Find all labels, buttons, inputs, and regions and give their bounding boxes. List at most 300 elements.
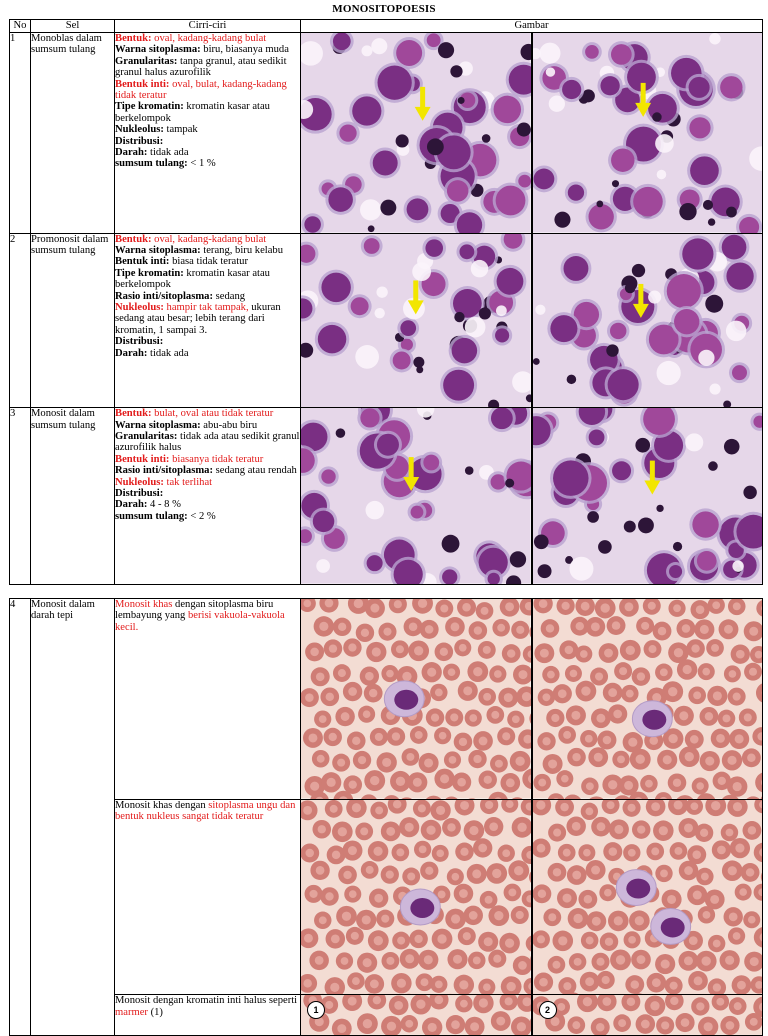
marrow-micrograph [533,234,763,408]
rbc-pallor [483,693,491,701]
monocyte-nucleus [394,690,418,710]
lymphocyte-nucleus [638,518,654,534]
rbc-pallor [582,997,591,1006]
rbc-pallor [348,997,357,1006]
fat-vacuole [362,45,373,56]
rbc-pallor [460,847,468,855]
cell-nucleus [351,297,369,315]
arrow-shaft [413,280,418,302]
rbc-pallor [602,997,611,1006]
rbc-pallor [370,604,379,613]
rbc-pallor [754,651,762,659]
rbc-pallor [618,1019,626,1027]
rbc-pallor [489,822,498,831]
rbc-pallor [426,825,435,834]
rbc-pallor [732,693,740,701]
rbc-pallor [450,713,458,721]
blood-smear-micrograph [301,995,533,1035]
rbc-pallor [725,1021,734,1030]
rbc-pallor [562,848,570,856]
cell-nucleus [425,239,443,257]
rbc-pallor [579,650,587,658]
rbc-pallor [372,647,381,656]
cell-nucleus [674,309,699,334]
rbc-pallor [469,714,477,722]
rbc-pallor [483,983,491,991]
lymphocyte-nucleus [517,123,531,137]
cell-nucleus [588,204,613,229]
rbc-pallor [737,980,746,989]
cell-nucleus [497,267,524,294]
rbc-pallor [608,688,617,697]
cell-characteristics: Bentuk: bulat, oval atau tidak teratur Warna sitoplasma: abu-abu biru Granularitas: tidak ada atau sedikit granul azurofilik halus Bentuk inti: biasanya tidak teratur Rasio inti/sitoplasma: sedang atau rendah Nukleolus: tak terlihat Distribusi: Darah: 4 - 8 % sumsum tulang: < 2 % [115,408,301,585]
rbc-pallor [375,806,383,814]
rbc-pallor [394,600,402,608]
rbc-pallor [682,665,691,674]
cell-nucleus [407,198,429,220]
lymphocyte-nucleus [454,311,464,321]
blood-smear-micrograph [533,599,763,799]
rbc-pallor [374,936,383,945]
rbc-pallor [337,759,345,767]
rbc-pallor [319,715,327,723]
rbc-pallor [341,712,350,721]
lymphocyte-nucleus [479,307,491,319]
rbc-pallor [651,802,660,811]
rbc-pallor [502,849,510,857]
rbc-pallor [613,710,622,719]
rbc-pallor [596,822,605,831]
rbc-pallor [583,848,591,856]
rbc-pallor [506,778,515,787]
fat-vacuole [569,557,593,581]
rbc-pallor [659,668,667,676]
rbc-pallor [451,914,460,923]
rbc-pallor [338,669,346,677]
rbc-pallor [563,982,571,990]
lymphocyte-nucleus [450,65,462,77]
rbc-pallor [727,866,736,875]
rbc-pallor [536,935,544,943]
rbc-pallor [691,644,699,652]
lymphocyte-nucleus [533,535,548,550]
rbc-pallor [672,779,680,787]
rbc-pallor [683,823,692,832]
cell-nucleus [611,148,634,171]
image-number-badge: 1 [307,1001,325,1019]
cell-nucleus [688,77,709,98]
row-number: 1 [10,33,31,234]
rbc-pallor [352,803,361,812]
rbc-pallor [673,604,681,612]
rbc-pallor [667,895,676,904]
rbc-pallor [361,629,369,637]
rbc-pallor [316,866,325,875]
rbc-pallor [584,735,592,743]
rbc-pallor [704,712,712,720]
lymphocyte-nucleus [656,505,663,512]
lymphocyte-nucleus [707,218,714,225]
rbc-pallor [505,938,514,947]
rbc-pallor [366,865,374,873]
image-cell [301,799,763,995]
rbc-pallor [375,733,383,741]
marrow-micrograph [301,408,533,584]
rbc-pallor [716,998,724,1006]
rbc-pallor [569,670,577,678]
lymphocyte-nucleus [427,138,444,155]
lymphocyte-nucleus [631,263,644,276]
rbc-pallor [661,1021,669,1029]
cell-nucleus [682,238,713,269]
blood-smear-micrograph [301,599,533,799]
rbc-pallor [662,755,671,764]
rbc-pallor [440,648,448,656]
cell-nucleus [553,461,589,497]
rbc-pallor [595,1023,604,1032]
rbc-pallor [386,827,395,836]
rbc-pallor [463,932,471,940]
rbc-pallor [648,645,656,653]
rbc-pallor [505,602,514,611]
rbc-pallor [383,628,391,636]
rbc-pallor [637,825,645,833]
rbc-pallor [673,800,682,809]
rbc-pallor [462,603,471,612]
rbc-pallor [711,801,720,810]
rbc-pallor [732,932,740,940]
marrow-micrograph [533,33,763,233]
rbc-pallor [386,956,394,964]
rbc-pallor [406,753,414,761]
rbc-pallor [670,997,678,1005]
rbc-pallor [386,870,394,878]
rbc-pallor [414,934,422,942]
rbc-pallor [451,622,460,631]
monocyte-nucleus [626,878,650,898]
lymphocyte-nucleus [726,207,737,218]
rbc-pallor [483,646,491,654]
lymphocyte-nucleus [442,535,460,553]
cell-name: Monosit dalam darah tepi [31,599,115,1036]
cell-nucleus [423,455,439,471]
rbc-pallor [628,936,636,944]
rbc-pallor [473,755,481,763]
lymphocyte-nucleus [598,540,612,554]
rbc-pallor [645,780,653,788]
rbc-pallor [537,889,545,897]
rbc-pallor [374,893,383,902]
rbc-pallor [396,848,404,856]
rbc-pallor [326,693,334,701]
cell-nucleus [328,187,353,212]
rbc-pallor [573,913,582,922]
monocyte-nucleus [660,917,684,937]
rbc-pallor [573,957,581,965]
fat-vacuole [539,43,560,64]
cell-nucleus [447,180,468,201]
rbc-pallor [701,956,710,965]
cell-nucleus [333,33,351,50]
rbc-pallor [725,828,733,836]
cell-characteristics: Monosit khas dengan sitoplasma biru lembayung yang berisi vakuola-vakuola kecil. [115,599,301,800]
rbc-pallor [739,888,747,896]
rbc-pallor [572,870,581,879]
rbc-pallor [407,872,415,880]
rbc-pallor [571,711,580,720]
rbc-pallor [580,602,589,611]
lymphocyte-nucleus [438,42,454,58]
cell-nucleus [666,274,700,308]
rbc-pallor [727,756,736,765]
rbc-pallor [349,780,357,788]
lymphocyte-nucleus [413,356,424,367]
rbc-pallor [693,976,702,985]
rbc-pallor [536,843,545,852]
rbc-pallor [397,978,406,987]
rbc-pallor [405,822,414,831]
rbc-pallor [327,778,336,787]
rbc-pallor [496,1017,505,1026]
marrow-micrograph [301,33,533,233]
rbc-pallor [342,911,351,920]
rbc-pallor [561,602,569,610]
cell-nucleus [427,33,441,47]
rbc-pallor [615,955,624,964]
rbc-pallor [658,826,667,835]
rbc-pallor [596,714,605,723]
lymphocyte-nucleus [623,521,635,533]
rbc-pallor [428,1023,437,1032]
rbc-pallor [363,710,371,718]
rbc-pallor [457,778,466,787]
rbc-pallor [459,889,468,898]
header-sel: Sel [31,20,115,33]
rbc-pallor [695,605,704,614]
rbc-pallor [492,868,501,877]
rbc-pallor [548,913,556,921]
rbc-pallor [512,715,520,723]
rbc-pallor [315,956,324,965]
rbc-pallor [712,983,720,991]
rbc-pallor [396,777,405,786]
rbc-pallor [516,626,524,634]
arrow-shaft [409,457,414,479]
fat-vacuole [355,345,379,369]
rbc-pallor [619,667,627,675]
marrow-micrograph [533,408,763,584]
rbc-pallor [431,713,439,721]
cell-nucleus [321,272,350,301]
cell-nucleus [377,434,399,456]
rbc-pallor [575,622,583,630]
rbc-pallor [647,602,655,610]
rbc-pallor [557,689,566,698]
rbc-pallor [717,777,725,785]
cell-nucleus [364,238,380,254]
rbc-pallor [437,934,446,943]
cell-nucleus [607,369,638,400]
rbc-pallor [424,758,433,767]
arrow-shaft [640,83,645,105]
lymphocyte-nucleus [554,212,570,228]
rbc-pallor [728,912,737,921]
rbc-pallor [508,888,516,896]
rbc-pallor [438,890,446,898]
cell-nucleus [452,337,478,363]
rbc-pallor [651,847,659,855]
rbc-pallor [732,782,741,791]
rbc-pallor [493,954,501,962]
rbc-pallor [447,823,455,831]
rbc-pallor [337,1024,346,1033]
rbc-pallor [552,960,560,968]
rbc-pallor [711,644,719,652]
fat-vacuole [709,33,720,44]
marrow-micrograph [301,234,533,408]
cell-nucleus [491,408,513,429]
rbc-pallor [732,602,740,610]
rbc-pallor [330,982,339,991]
rbc-pallor [591,916,600,925]
arrow-shaft [638,283,643,305]
lymphocyte-nucleus [510,551,526,567]
rbc-pallor [325,892,333,900]
monocyte-nucleus [642,710,666,730]
fat-vacuole [698,349,714,365]
rbc-pallor [420,978,428,986]
lymphocyte-nucleus [705,294,723,312]
rbc-pallor [551,714,559,722]
rbc-pallor [705,757,714,766]
rbc-pallor [593,753,602,762]
rbc-pallor [560,802,568,810]
fat-vacuole [545,67,554,76]
rbc-pallor [683,956,692,965]
rbc-pallor [608,847,617,856]
fat-vacuole [360,199,381,220]
rbc-pallor [304,933,313,942]
rbc-pallor [561,775,569,783]
rbc-pallor [453,954,462,963]
cell-nucleus [373,150,398,175]
rbc-pallor [387,1022,396,1031]
lymphocyte-nucleus [505,479,514,488]
cell-name: Promonosit dalam sumsum tulang [31,233,115,408]
rbc-pallor [693,691,701,699]
row-number: 4 [10,599,31,1036]
rbc-pallor [440,604,448,612]
cell-nucleus [367,555,383,571]
lymphocyte-nucleus [458,97,465,104]
cell-nucleus [692,512,718,538]
rbc-pallor [747,915,755,923]
cell-characteristics: Bentuk: oval, kadang-kadang bulat Warna sitoplasma: biru, biasanya muda Granularitas: tanpa granul, atau sedikit granul halus azurofilik Bentuk inti: oval, bulat, kadang-kadang tidak teratur Tipe kromatin: kromatin kasar atau berkelompok Nukleolus: tampak Distribusi: Darah: tidak ada sumsum tulang: < 1 % [115,33,301,234]
cell-nucleus [396,40,422,66]
rbc-pallor [459,644,467,652]
rbc-pallor [734,734,743,743]
cell-name: Monoblas dalam sumsum tulang [31,33,115,234]
rbc-pallor [370,776,379,785]
lymphocyte-nucleus [672,542,681,551]
rbc-pallor [553,828,561,836]
rbc-pallor [349,890,357,898]
cell-nucleus [318,324,346,352]
rbc-pallor [748,668,756,676]
rbc-pallor [712,601,720,609]
fat-vacuole [374,308,384,318]
rbc-pallor [392,732,400,740]
rbc-pallor [485,800,493,808]
rbc-pallor [542,693,550,701]
rbc-pallor [733,1002,741,1010]
table-row-monosit-darah-b [10,799,763,995]
rbc-pallor [393,800,402,808]
cell-characteristics: Monosit khas dengan sitoplasma ungu dan bentuk nukleus sangat tidak teratur [115,799,301,995]
header-no: No [10,20,31,33]
cell-nucleus [720,76,742,98]
cell-nucleus [494,96,521,123]
rbc-pallor [427,668,436,677]
fat-vacuole [376,286,387,297]
fat-vacuole [366,501,385,520]
rbc-pallor [699,828,707,836]
rbc-pallor [743,713,751,721]
rbc-pallor [472,869,481,878]
lymphocyte-nucleus [368,225,375,232]
rbc-pallor [660,959,669,968]
rbc-pallor [660,869,668,877]
cell-characteristics: Monosit dengan kromatin inti halus seperti marmer (1) [115,995,301,1036]
rbc-pallor [352,977,360,985]
rbc-pallor [369,689,377,697]
rbc-pallor [363,958,372,967]
rbc-pallor [473,667,482,676]
cell-nucleus [459,244,474,259]
cell-nucleus [588,430,604,446]
lymphocyte-nucleus [533,358,540,365]
rbc-pallor [747,754,755,762]
rbc-pallor [373,846,382,855]
rbc-pallor [303,600,311,608]
rbc-pallor [515,757,524,766]
lymphocyte-nucleus [723,439,739,455]
rbc-pallor [460,1000,468,1008]
rbc-pallor [716,734,725,743]
fat-vacuole [725,320,745,340]
rbc-pallor [381,914,389,922]
rbc-pallor [397,936,405,944]
rbc-pallor [504,693,513,702]
rbc-pallor [473,956,481,964]
rbc-pallor [319,622,328,631]
rbc-pallor [700,872,708,880]
rbc-pallor [459,738,467,746]
rbc-pallor [479,737,488,746]
cell-nucleus [609,322,625,338]
rbc-pallor [627,803,635,811]
rbc-pallor [310,648,319,657]
cell-nucleus [585,45,599,59]
rbc-pallor [557,1003,565,1011]
rbc-pallor [702,911,710,919]
image-cell [301,233,763,408]
fat-vacuole [732,561,743,572]
rbc-pallor [581,686,590,695]
rbc-pallor [668,734,677,743]
rbc-pallor [624,781,633,790]
cell-nucleus [321,470,335,484]
